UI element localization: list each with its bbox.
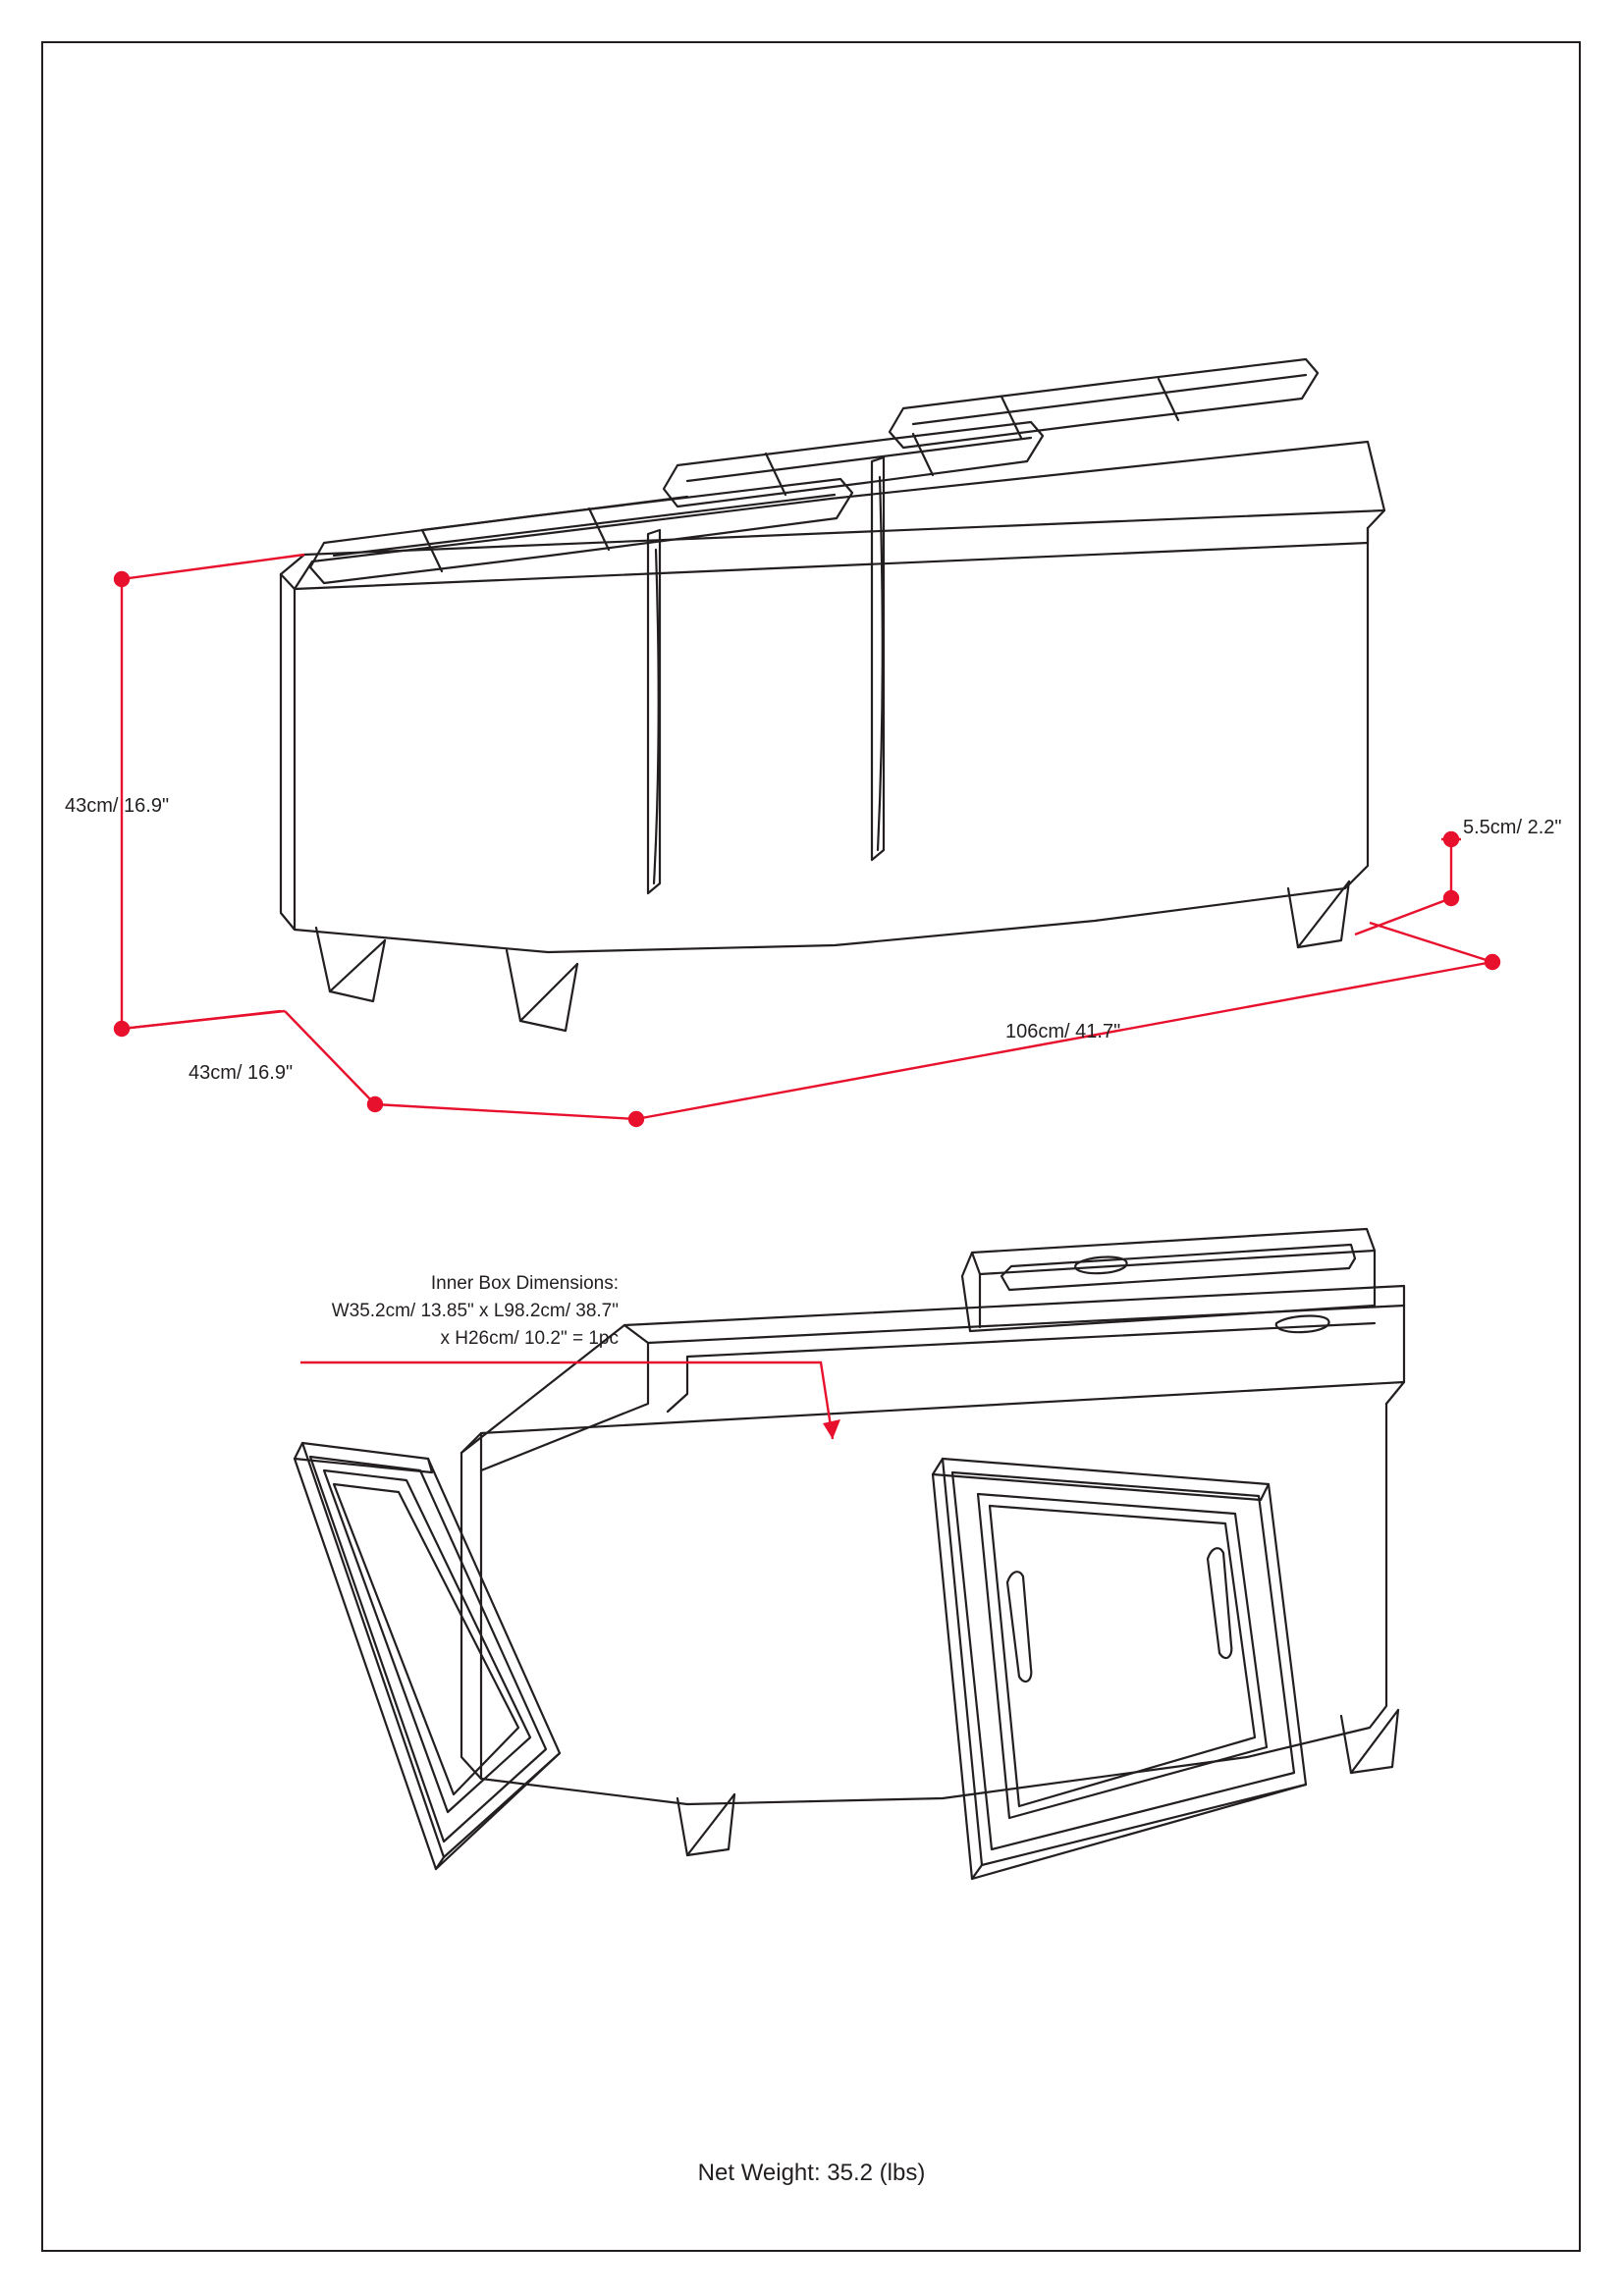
inner-box-note-title: Inner Box Dimensions:: [430, 1273, 619, 1294]
ottoman-closed-illustration: [281, 359, 1384, 1031]
depth-dimension-label: 43cm/ 16.9": [189, 1062, 294, 1084]
leg-height-dimension-label: 5.5cm/ 2.2": [1463, 817, 1562, 838]
inner-box-note-line2: W35.2cm/ 13.85" x L98.2cm/ 38.7": [331, 1301, 619, 1321]
height-dimension-label: 43cm/ 16.9": [65, 795, 170, 817]
inner-box-note-line3: x H26cm/ 10.2" = 1pc: [440, 1328, 619, 1349]
net-weight-label: Net Weight: 35.2 (lbs): [697, 2160, 926, 2186]
width-dimension-label: 106cm/ 41.7": [1005, 1021, 1121, 1042]
